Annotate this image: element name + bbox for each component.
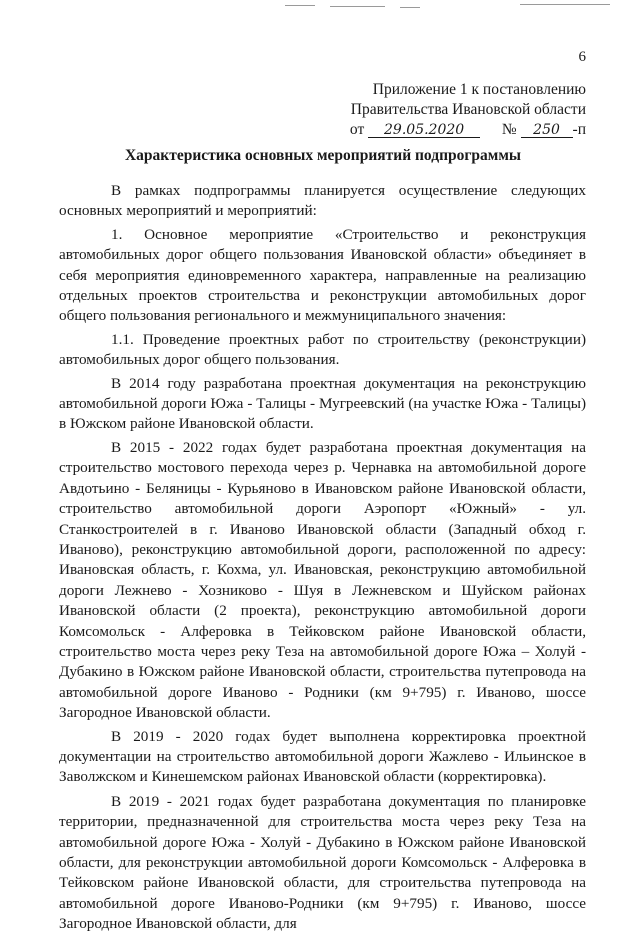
scan-artifact-top-edge [0,0,640,12]
document-title: Характеристика основных мероприятий подпрограммы [124,147,521,164]
paragraph: В рамках подпрограммы планируется осуществление следующих основных мероприятий и мероприятий: [59,182,586,220]
appendix-line-1: Приложение 1 к постановлению [372,81,586,98]
paragraph: В 2019 - 2020 годах будет выполнена корректировка проектной документации на строительство автомобильной дороги Жажлево - Ильинское в Заволжском и Кинешемском районах Ивановской области (корректировка). [59,727,586,786]
appendix-header [300,80,586,140]
handwritten-number: 250 [521,123,573,138]
paragraph: В 2014 году разработана проектная документация на реконструкцию автомобильной дороги Южа - Талицы - Мугреевский (на участке Южа - Талицы) в Южском районе Ивановской области. [59,374,586,433]
paragraph: В 2015 - 2022 годах будет разработана проектная документация на строительство мостового перехода через р. Чернавка на автомобильной дороге Авдотьино - Беляницы - Курьяново в Ивановском районе Ивановской области, строительство автомобильной дороги Аэропорт «Южный» - ул. Станкостроителей в г. Иваново Ивановской области (Западный обход г. Иваново), реконструкцию автомобильной дороги, расположенной по адресу: Ивановская область, г. Кохма, ул. Ивановская, реконструкцию автомобильной дороги Лежнево - Хозниково - Шуя в Лежневском и Шуйском районах Ивановской области (2 проекта), реконструкцию автомобильной дороги Комсомольск - Алферовка в Тейковском районе Ивановской области, строительство моста через реку Теза на автомобильной дороге Южа – Холуй - Дубакино в Южском районе Ивановской области, строительства путепровода на автомобильной дороге Иваново - Родники (км 9+795) г. Иваново, шоссе Загородное Ивановской области. [59,438,586,722]
number-prefix: № [501,121,517,138]
handwritten-date: 29.05.2020 [368,123,480,138]
appendix-line-2: Правительства Ивановской области [350,101,586,118]
date-prefix: от [349,121,365,138]
document-body [59,181,586,938]
paragraph: 1. Основное мероприятие «Строительство и реконструкция автомобильных дорог общего пользования Ивановской области» объединяет в себя мероприятия единовременного характера, направленные на реализацию отдельных проектов строительства и реконструкции автомобильных дорог общего пользования регионального и межмуниципального значения: [59,225,586,325]
number-suffix: -п [572,121,586,138]
paragraph: В 2019 - 2021 годах будет разработана документация по планировке территории, предназначенной для строительства моста через реку Теза на автомобильной дороге Южа - Холуй - Дубакино в Южском районе Ивановской области, для реконструкции автомобильной дороги Комсомольск - Алферовка в Тейковском районе Ивановской области, для строительства путепровода на автомобильной дороге Иваново-Родники (км 9+795) г. Иваново, шоссе Загородное Ивановской области, для [59,792,586,933]
page-number: 6 [578,49,586,65]
appendix-line-3 [300,120,586,140]
paragraph: 1.1. Проведение проектных работ по строительству (реконструкции) автомобильных дорог общего пользования. [59,330,586,369]
